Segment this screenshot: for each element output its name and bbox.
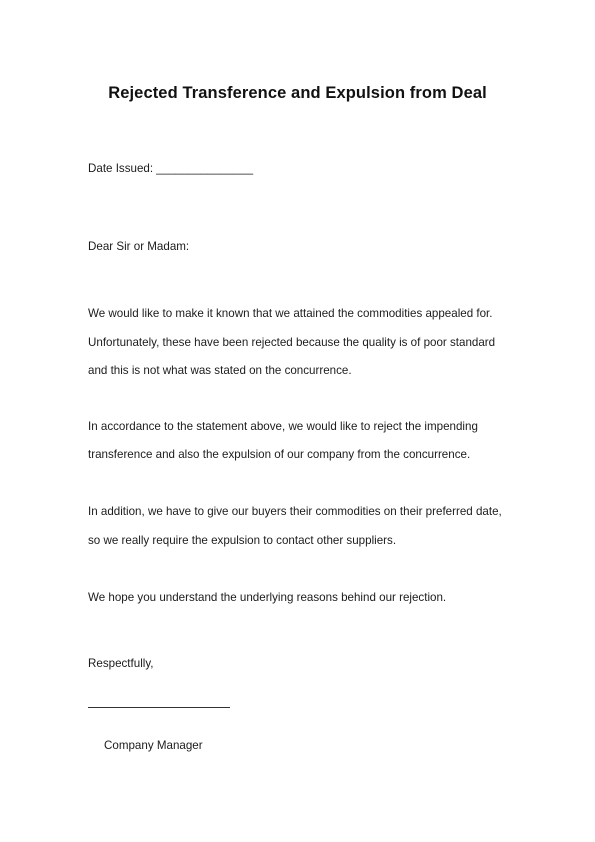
paragraph-3-line-2: so we really require the expulsion to contact other suppliers.	[88, 534, 397, 547]
paragraph-1-line-3: and this is not what was stated on the concurrence.	[88, 364, 352, 377]
salutation: Dear Sir or Madam:	[88, 240, 190, 253]
paragraph-2-line-1: In accordance to the statement above, we would like to reject the impending	[88, 420, 478, 433]
date-issued-line: Date Issued: _______________	[88, 162, 254, 175]
paragraph-1-line-2: Unfortunately, these have been rejected because the quality is of poor standard	[88, 336, 496, 349]
paragraph-1-line-1: We would like to make it known that we attained the commodities appealed for.	[88, 307, 493, 320]
paragraph-2-line-2: transference and also the expulsion of our company from the concurrence.	[88, 448, 471, 461]
paragraph-4: We hope you understand the underlying reasons behind our rejection.	[88, 591, 447, 604]
signature-line	[88, 707, 230, 708]
document-title: Rejected Transference and Expulsion from Deal	[108, 84, 487, 102]
signature-title: Company Manager	[104, 739, 203, 752]
closing: Respectfully,	[88, 657, 154, 670]
paragraph-3-line-1: In addition, we have to give our buyers their commodities on their preferred date,	[88, 505, 502, 518]
